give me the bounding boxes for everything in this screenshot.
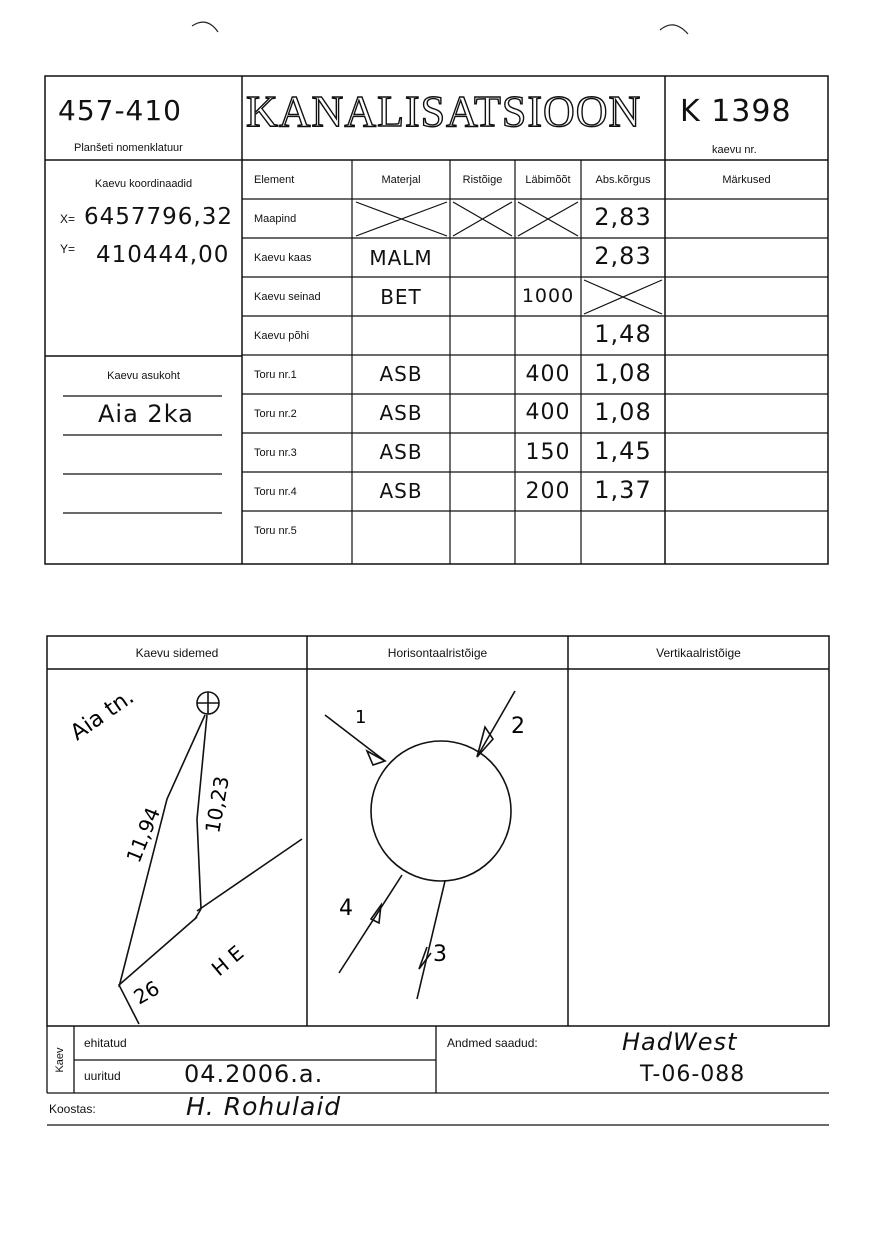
row-height: 1,45 <box>594 437 652 465</box>
horizontal-header: Horisontaalristõige <box>387 646 488 660</box>
y-prefix: Y= <box>60 242 76 256</box>
x-prefix: X= <box>60 212 76 226</box>
row-height: 1,08 <box>594 398 652 426</box>
y-coordinate: 410444,00 <box>96 242 230 268</box>
col-header-material: Materjal <box>381 174 421 186</box>
sheet-label: Planšeti nomenklatuur <box>74 142 183 154</box>
well-id-label: kaevu nr. <box>712 144 757 156</box>
row-material: ASB <box>379 362 423 386</box>
row-height: 1,37 <box>594 476 652 504</box>
pipe-line <box>339 875 402 973</box>
distance-c: 26 <box>129 975 164 1010</box>
building-label: H E <box>206 940 249 981</box>
surveyed-label: uuritud <box>84 1069 121 1083</box>
author-label: Koostas: <box>49 1102 96 1116</box>
row-material: ASB <box>379 479 423 503</box>
well-id: K 1398 <box>680 94 792 129</box>
vertical-header: Vertikaalristõige <box>656 646 741 660</box>
row-element: Toru nr.1 <box>254 369 297 381</box>
data-source-code: T-06-088 <box>640 1062 746 1087</box>
row-element: Toru nr.3 <box>254 447 297 459</box>
pipe-label: 4 <box>339 896 353 921</box>
built-label: ehitatud <box>84 1036 127 1050</box>
row-element: Kaevu kaas <box>254 252 312 264</box>
row-diameter: 1000 <box>521 285 575 307</box>
row-element: Kaevu seinad <box>254 291 321 303</box>
location-value: Aia 2ka <box>98 400 194 428</box>
col-header-diameter: Läbimõõt <box>525 174 571 186</box>
ties-sketch <box>47 669 307 1026</box>
well-circle <box>371 741 511 881</box>
ties-header: Kaevu sidemed <box>135 646 219 660</box>
row-element: Toru nr.4 <box>254 486 297 498</box>
coordinates-label: Kaevu koordinaadid <box>94 178 193 190</box>
pipe-label: 1 <box>355 707 367 728</box>
x-coordinate: 6457796,32 <box>84 204 234 230</box>
location-label: Kaevu asukoht <box>107 370 180 382</box>
row-diameter: 200 <box>525 479 571 504</box>
form-title: KANALISATSIOON <box>246 87 642 136</box>
kaev-label: Kaev <box>54 1047 66 1073</box>
pipe-label: 3 <box>433 942 447 967</box>
data-source-label: Andmed saadud: <box>447 1036 538 1050</box>
distance-a: 11,94 <box>121 803 166 866</box>
pipe-line <box>477 691 515 757</box>
row-diameter: 150 <box>525 440 571 465</box>
row-height: 2,83 <box>594 203 652 231</box>
row-element: Maapind <box>254 213 297 225</box>
row-element: Kaevu põhi <box>254 330 310 342</box>
surveyed-value: 04.2006.a. <box>184 1060 324 1088</box>
col-header-cross: Ristõige <box>462 174 503 186</box>
col-header-remarks: Märkused <box>722 174 771 186</box>
row-material: MALM <box>369 246 433 270</box>
row-material: BET <box>380 285 422 309</box>
pipe-label: 2 <box>511 714 525 739</box>
author-value: H. Rohulaid <box>186 1092 342 1121</box>
sheet-number: 457-410 <box>58 94 182 127</box>
row-height: 1,08 <box>594 359 652 387</box>
row-height: 2,83 <box>594 242 652 270</box>
row-diameter: 400 <box>525 362 571 387</box>
col-header-height: Abs.kõrgus <box>595 174 651 186</box>
row-diameter: 400 <box>525 400 571 425</box>
row-element: Toru nr.2 <box>254 408 297 420</box>
pipe-line <box>417 881 445 999</box>
row-material: ASB <box>379 401 423 425</box>
row-material: ASB <box>379 440 423 464</box>
row-height: 1,48 <box>594 320 652 348</box>
data-source-value: HadWest <box>622 1028 738 1056</box>
col-header-element: Element <box>254 174 295 186</box>
row-element: Toru nr.5 <box>254 525 297 537</box>
horizontal-section-sketch <box>307 669 568 1026</box>
street-label: Aia tn. <box>66 684 139 746</box>
distance-b: 10,23 <box>200 774 234 835</box>
